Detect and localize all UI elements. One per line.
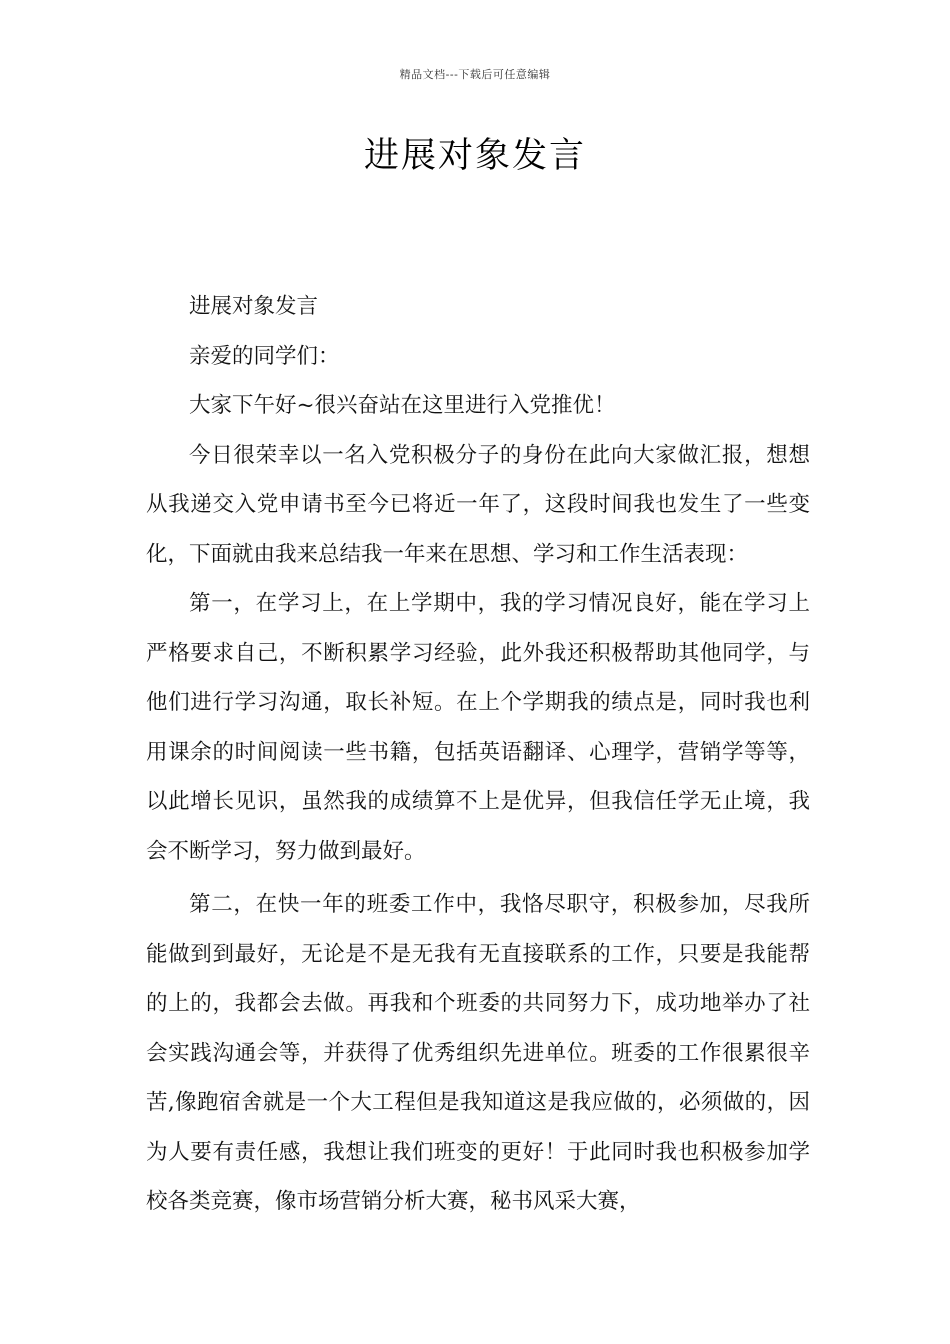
paragraph-study: 第一，在学习上，在上学期中，我的学习情况良好，能在学习上严格要求自己，不断积累学习经验，此外我还积极帮助其他同学，与他们进行学习沟通，取长补短。在上个学期我的绩点是，同时我也利用课余的时间阅读一些书籍，包括英语翻译、心理学，营销学等等，以此增长见识，虽然我的成绩算不上是优异，但我信任学无止境，我会不断学习，努力做到最好。 — [146, 591, 810, 864]
paragraph-heading: 进展对象发言 — [189, 294, 319, 319]
paragraph-salutation: 亲爱的同学们： — [189, 343, 340, 369]
paragraph-work: 第二，在快一年的班委工作中，我恪尽职守，积极参加，尽我所能做到到最好，无论是不是无我有无直接联系的工作，只要是我能帮的上的，我都会去做。再我和个班委的共同努力下，成功地举办了社会实践沟通会等，并获得了优秀组织先进单位。班委的工作很累很辛苦,像跑宿舍就是一个大工程但是我知道这是我应做的，必须做的，因为人要有责任感，我想让我们班变的更好！于此同时我也积极参加学校各类竞赛，像市场营销分析大赛，秘书风采大赛， — [146, 892, 810, 1214]
header-note: 精品文档---下载后可任意编辑 — [399, 68, 551, 81]
document-body — [146, 282, 810, 1227]
paragraph-intro: 今日很荣幸以一名入党积极分子的身份在此向大家做汇报，想想从我递交入党申请书至今已将近一年了，这段时间我也发生了一些变化，下面就由我来总结我一年来在思想、学习和工作生活表现： — [146, 442, 810, 567]
document-title: 进展对象发言 — [363, 136, 586, 176]
paragraph-greeting: 大家下午好~很兴奋站在这里进行入党推优！ — [189, 393, 616, 418]
